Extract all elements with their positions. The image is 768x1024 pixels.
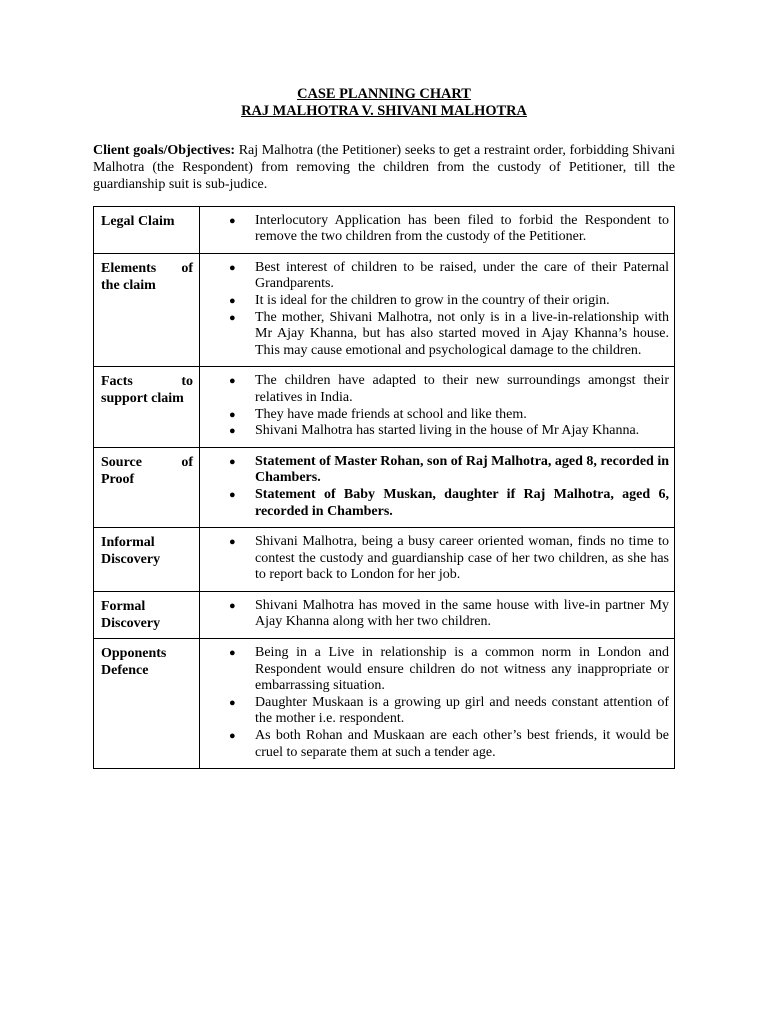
bullet-icon: ● [229,408,236,421]
row-label [94,447,200,527]
row-content [200,206,675,253]
list-item [205,728,669,761]
list-item [205,260,669,293]
title-line-2: RAJ MALHOTRA V. SHIVANI MALHOTRA [241,103,527,119]
bullet-icon: ● [229,730,236,743]
list-item [205,373,669,406]
case-planning-table-body [94,206,675,769]
bullet-icon: ● [229,294,236,307]
list-item [205,454,669,487]
list-item-text: As both Rohan and Muskaan are each other’s best friends, it would be cruel to separate them at such a tender age. [255,728,669,760]
title-line-1: CASE PLANNING CHART [297,86,471,102]
row-label-line [101,260,193,277]
list-item-text: Best interest of children to be raised, under the care of their Paternal Grandparents. [255,259,669,292]
list-item-text: Interlocutory Application has been filed to forbid the Respondent to remove the two children from the custody of the Petitioner. [255,212,669,245]
row-content [200,528,675,592]
row-label-word: Source [101,454,142,470]
table-row [94,206,675,253]
row-content [200,447,675,527]
row-label-line: Opponents [101,646,167,662]
list-item-text: Being in a Live in relationship is a common norm in London and Respondent would ensure children do not witness any inappropriate or embarrassing situation. [255,645,669,694]
row-label-word: Facts [101,374,133,390]
list-item [205,645,669,695]
bullet-icon: ● [229,696,236,709]
row-label [94,206,200,253]
client-goals-paragraph [93,142,675,194]
row-content [200,639,675,769]
row-label-line: Formal [101,598,146,614]
list-item [205,423,669,440]
list-item-text: Shivani Malhotra has started living in the house of Mr Ajay Khanna. [255,423,640,439]
row-label [94,528,200,592]
row-label-line: Discovery [101,552,161,568]
case-planning-table [93,206,675,770]
list-item-text: Statement of Master Rohan, son of Raj Malhotra, aged 8, recorded in Chambers. [255,453,669,486]
list-item [205,534,669,584]
row-label-line: Legal Claim [101,213,175,229]
bullet-list [205,598,669,631]
row-label-line: Proof [101,471,135,487]
row-label-line: Discovery [101,615,161,631]
list-item [205,293,669,310]
list-item-text: They have made friends at school and like them. [255,406,527,422]
row-label-word: of [181,454,193,470]
bullet-list [205,373,669,439]
list-item-text: It is ideal for the children to grow in the country of their origin. [255,292,610,308]
document-page [93,86,675,769]
bullet-icon: ● [229,488,236,501]
row-label-line [101,373,193,390]
table-row [94,253,675,367]
list-item-text: Shivani Malhotra has moved in the same house with live-in partner My Ajay Khanna along with her two children. [255,597,669,630]
row-label-line: Informal [101,535,155,551]
row-label [94,367,200,447]
bullet-list [205,534,669,584]
list-item-text: Shivani Malhotra, being a busy career oriented woman, finds no time to contest the custody and guardianship case of her two children, as she has to report back to London for her job. [255,534,669,583]
document-title [93,86,675,120]
row-label [94,591,200,638]
row-content [200,367,675,447]
bullet-icon: ● [229,536,236,549]
list-item-text: The mother, Shivani Malhotra, not only is in a live-in-relationship with Mr Ajay Khanna, but has also started moved in Ajay Khanna’s house. This may cause emotional and psychological damage to the children. [255,309,669,358]
bullet-list [205,260,669,360]
bullet-icon: ● [229,261,236,274]
bullet-list [205,645,669,761]
bullet-icon: ● [229,375,236,388]
client-goals-text: Raj Malhotra (the Petitioner) seeks to get a restraint order, forbidding Shivani Malhotra (the Respondent) from removing the children from the custody of Petitioner, till the guardianship suit is sub-judice. [93,143,676,193]
row-label-line [101,454,193,471]
row-label-line: the claim [101,277,156,293]
list-item [205,487,669,520]
row-label [94,253,200,367]
row-label-word: to [181,374,193,390]
row-label-line: support claim [101,391,184,407]
table-row [94,367,675,447]
list-item [205,695,669,728]
table-row [94,591,675,638]
table-row [94,639,675,769]
table-row [94,447,675,527]
row-label [94,639,200,769]
row-content [200,253,675,367]
bullet-icon: ● [229,599,236,612]
row-content [200,591,675,638]
list-item-text: Daughter Muskaan is a growing up girl and needs constant attention of the mother i.e. respondent. [255,694,669,727]
bullet-icon: ● [229,455,236,468]
list-item [205,213,669,246]
table-row [94,528,675,592]
list-item [205,407,669,424]
list-item [205,310,669,360]
bullet-list [205,213,669,246]
list-item [205,598,669,631]
bullet-icon: ● [229,311,236,324]
row-label-line: Defence [101,663,149,679]
bullet-icon: ● [229,214,236,227]
bullet-icon: ● [229,425,236,438]
bullet-icon: ● [229,647,236,660]
client-goals-label: Client goals/Objectives: [93,143,236,158]
bullet-list [205,454,669,520]
list-item-text: Statement of Baby Muskan, daughter if Raj Malhotra, aged 6, recorded in Chambers. [255,486,669,519]
row-label-word: Elements [101,260,157,276]
row-label-word: of [181,260,193,276]
list-item-text: The children have adapted to their new surroundings amongst their relatives in India. [255,373,669,405]
